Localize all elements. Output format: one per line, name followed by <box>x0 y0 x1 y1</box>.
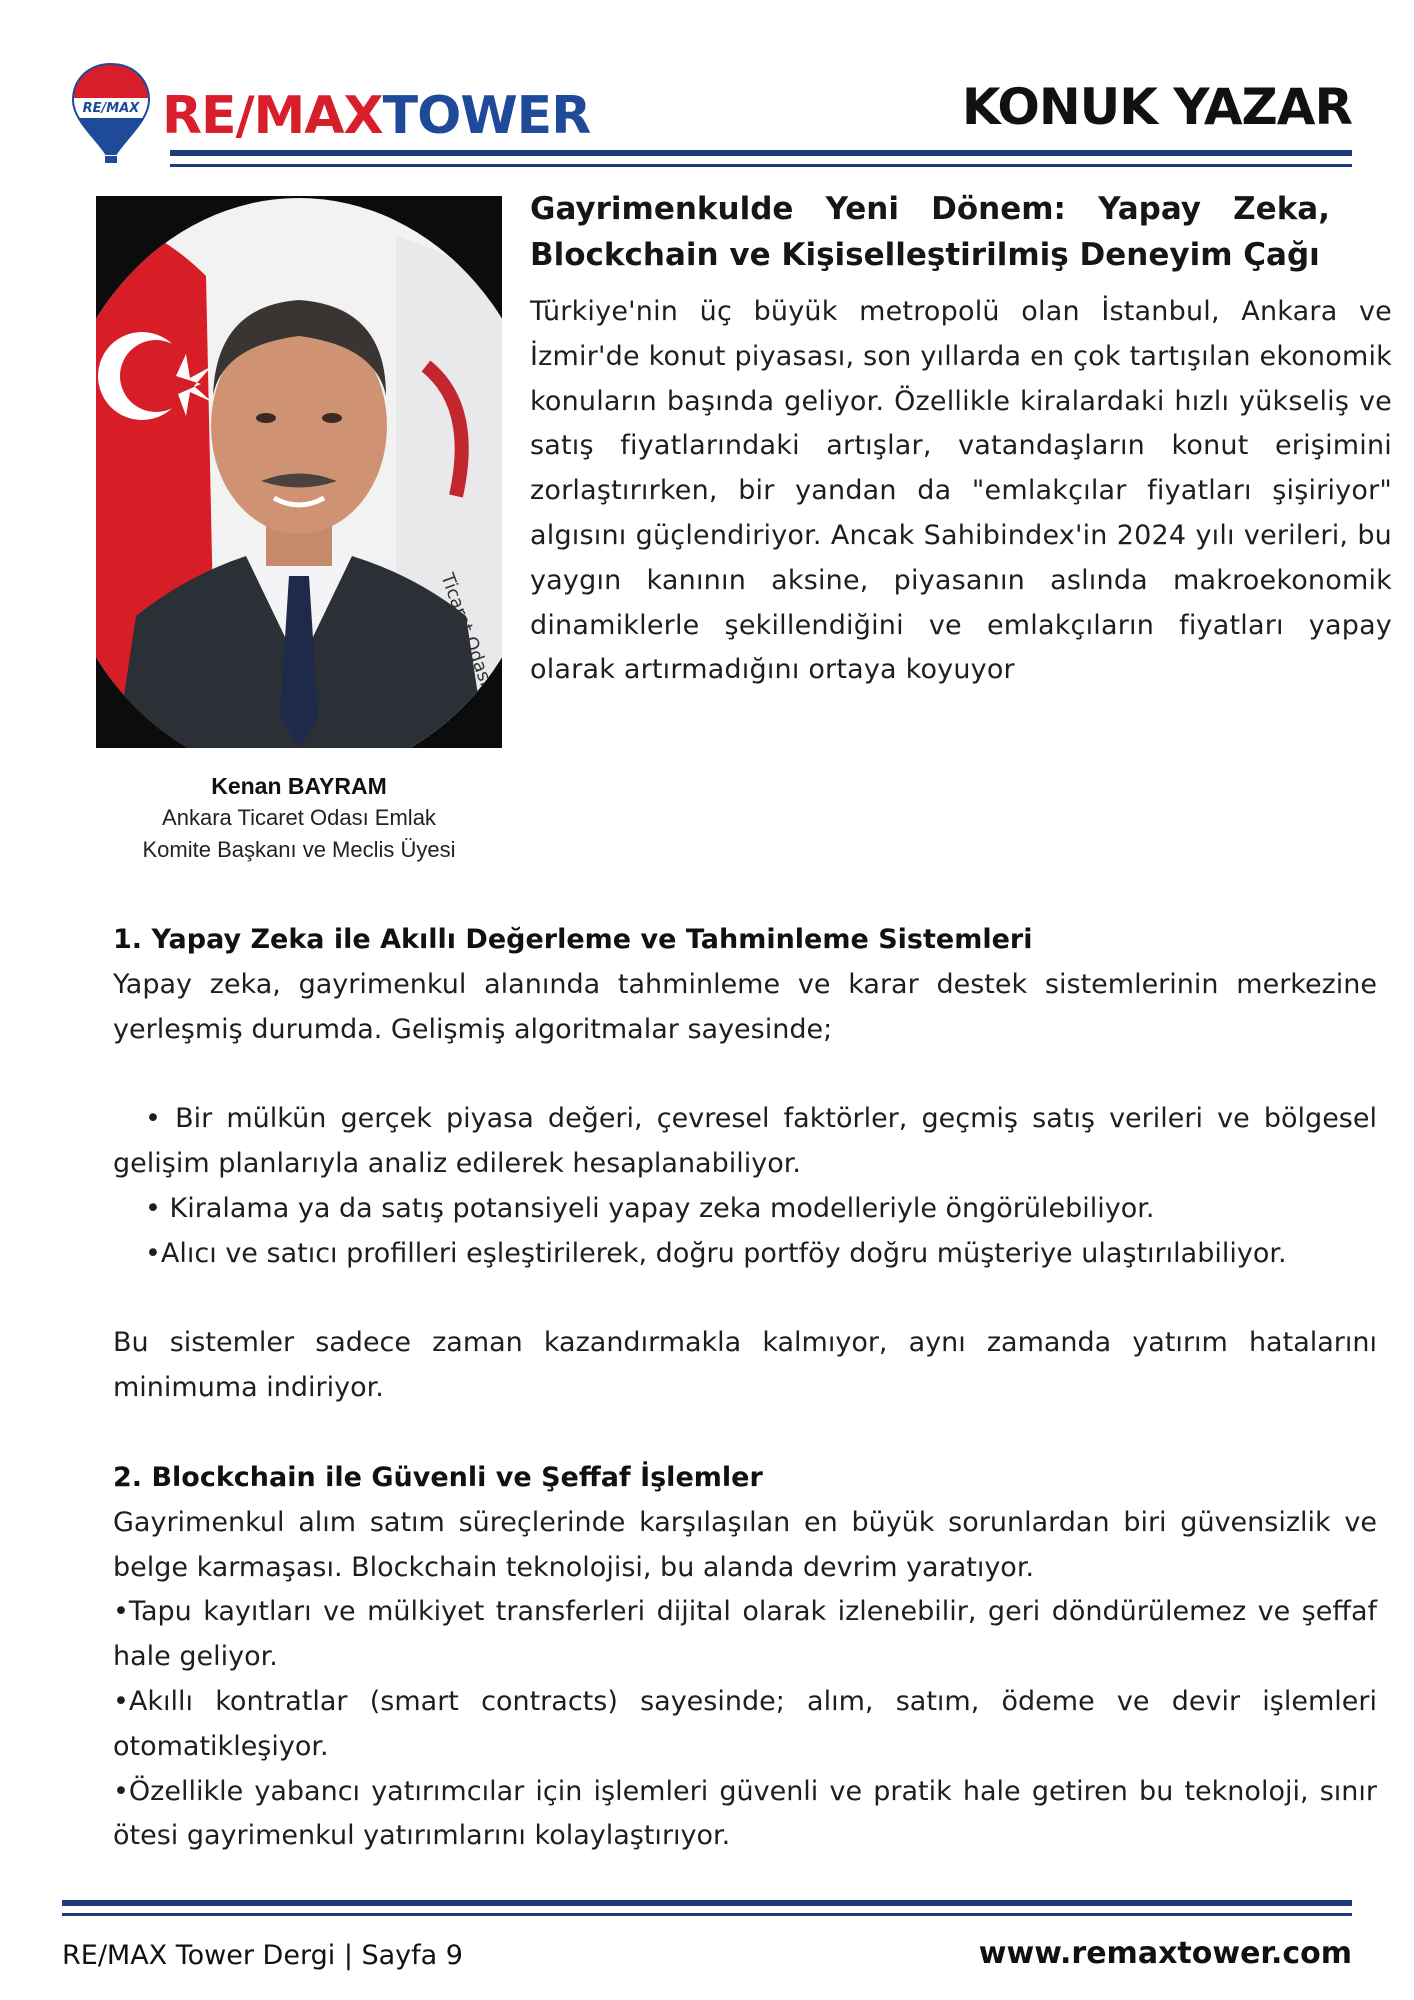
section-1 <box>113 918 1377 1411</box>
brand-remax: RE/MAX <box>162 86 383 146</box>
section-2 <box>113 1456 1377 1859</box>
section-2-heading: 2. Blockchain ile Güvenli ve Şeffaf İşlemler <box>113 1462 763 1493</box>
section-2-bullet-3: •Özellikle yabancı yatırımcılar için işlemleri güvenli ve pratik hale getiren bu teknoloji, sınır ötesi gayrimenkul yatırımlarını kolaylaştırıyor. <box>113 1775 1377 1852</box>
footer-magazine-page: RE/MAX Tower Dergi | Sayfa 9 <box>62 1940 463 1971</box>
balloon-logo-icon <box>70 62 152 166</box>
section-1-closing: Bu sistemler sadece zaman kazandırmakla kalmıyor, aynı zamanda yatırım hatalarını minimuma indiriyor. <box>113 1327 1377 1403</box>
section-2-bullet-1: •Tapu kayıtları ve mülkiyet transferleri dijital olarak izlenebilir, geri döndürülemez ve şeffaf hale geliyor. <box>113 1596 1377 1673</box>
article-title: Gayrimenkulde Yeni Dönem: Yapay Zeka, Blockchain ve Kişiselleştirilmiş Deneyim Çağı <box>530 191 1330 273</box>
author-portrait <box>96 196 502 748</box>
section-1-bullet-2: • Kiralama ya da satış potansiyeli yapay zeka modelleriyle öngörülebiliyor. <box>145 1192 1155 1224</box>
author-role-line2: Komite Başkanı ve Meclis Üyesi <box>142 837 456 862</box>
section-1-bullet-1: • Bir mülkün gerçek piyasa değeri, çevresel faktörler, geçmiş satış verileri ve bölgesel gelişim planlarıyla analiz edilerek hesaplanabiliyor. <box>113 1103 1377 1179</box>
author-name: Kenan BAYRAM <box>211 773 387 799</box>
brand-tower: TOWER <box>382 86 591 146</box>
section-label: KONUK YAZAR <box>961 78 1352 136</box>
footer-rule-thin <box>62 1913 1352 1916</box>
section-1-bullet-3: •Alıcı ve satıcı profilleri eşleştirilerek, doğru portföy doğru müşteriye ulaştırılabiliyor. <box>145 1237 1287 1269</box>
header-rule <box>170 150 1352 156</box>
article-intro: Türkiye'nin üç büyük metropolü olan İstanbul, Ankara ve İzmir'de konut piyasası, son yıllarda en çok tartışılan ekonomik konuların başında geliyor. Özellikle kiralardaki hızlı yükseliş ve satış fiyatlarındaki artışlar, vatandaşların konut erişimini zorlaştırırken, bir yandan da "emlakçılar fiyatları şişiriyor" algısını güçlendiriyor. Ancak Sahibindex'in 2024 yılı verileri, bu yaygın kanının aksine, piyasanın aslında makroekonomik dinamiklerle şekillendiğini ve emlakçıların fiyatları yapay olarak artırmadığını ortaya koyuyor <box>530 296 1392 686</box>
header-rule-thin <box>170 164 1352 167</box>
section-1-lead: Yapay zeka, gayrimenkul alanında tahminleme ve karar destek sistemlerinin merkezine yerleşmiş durumda. Gelişmiş algoritmalar sayesinde; <box>113 968 1377 1045</box>
footer-rule <box>62 1900 1352 1906</box>
author-caption <box>96 770 502 866</box>
flag-text: Ticaret Odası <box>436 570 497 689</box>
logo-badge-text: RE/MAX <box>82 101 140 116</box>
author-role-line1: Ankara Ticaret Odası Emlak <box>162 805 436 830</box>
section-2-lead: Gayrimenkul alım satım süreçlerinde karşılaşılan en büyük sorunlardan biri güvensizlik ve belge karmaşası. Blockchain teknolojisi, bu alanda devrim yaratıyor. <box>113 1506 1377 1583</box>
section-2-bullet-2: •Akıllı kontratlar (smart contracts) sayesinde; alım, satım, ödeme ve devir işlemleri otomatikleşiyor. <box>113 1685 1377 1762</box>
section-1-heading: 1. Yapay Zeka ile Akıllı Değerleme ve Tahminleme Sistemleri <box>113 924 1033 955</box>
brand-wordmark <box>162 86 590 146</box>
footer-website-link[interactable]: www.remaxtower.com <box>978 1936 1352 1971</box>
